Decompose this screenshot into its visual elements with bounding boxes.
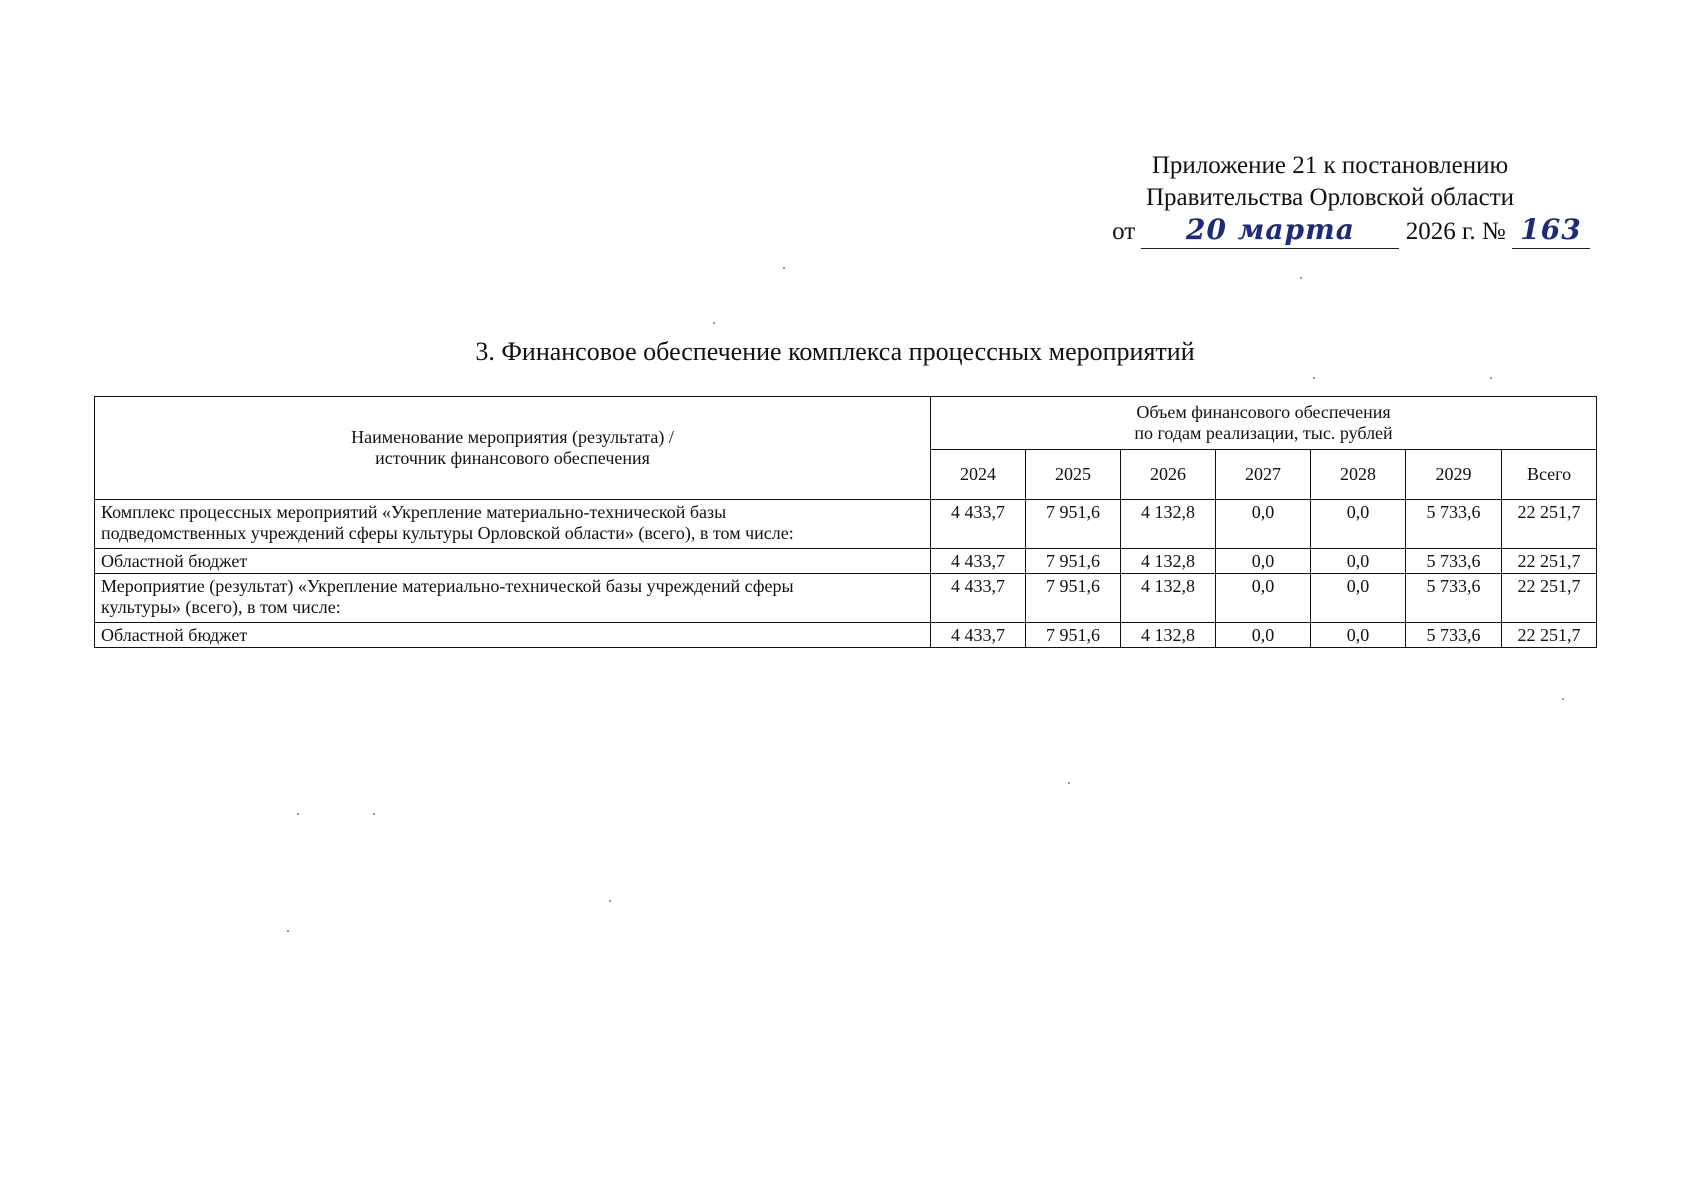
value-2027: 0,0 [1216, 500, 1311, 549]
header-volume-line-2: по годам реализации, тыс. рублей [1134, 423, 1393, 443]
row-name-line-1: Мероприятие (результат) «Укрепление материально-технической базы учреждений сферы [101, 576, 794, 596]
value-2024: 4 433,7 [931, 623, 1026, 648]
appendix-year-label: 2026 г. № [1405, 218, 1506, 245]
value-2027: 0,0 [1216, 574, 1311, 623]
scan-speck [287, 930, 289, 932]
row-name-line-1: Областной бюджет [101, 625, 248, 645]
value-2024: 4 433,7 [931, 549, 1026, 574]
handwritten-date-field [1141, 214, 1399, 249]
value-2025: 7 951,6 [1026, 549, 1121, 574]
row-name-line-1: Комплекс процессных мероприятий «Укрепление материально-технической базы [101, 502, 727, 522]
header-volume-cell [931, 397, 1597, 450]
header-year-2029: 2029 [1406, 450, 1502, 500]
value-2028: 0,0 [1311, 623, 1406, 648]
value-2025: 7 951,6 [1026, 500, 1121, 549]
row-name-cell [95, 623, 931, 648]
header-name-cell [95, 397, 931, 500]
appendix-from-label: от [1112, 218, 1136, 245]
scan-speck [1490, 377, 1492, 379]
financing-table [94, 396, 1597, 648]
value-total: 22 251,7 [1502, 549, 1597, 574]
section-title [0, 337, 1694, 367]
scan-speck [373, 813, 375, 815]
header-year-2025: 2025 [1026, 450, 1121, 500]
value-2026: 4 132,8 [1121, 574, 1216, 623]
scan-speck [713, 322, 715, 324]
scan-speck [1068, 782, 1070, 784]
value-total: 22 251,7 [1502, 500, 1597, 549]
table-row [95, 574, 1597, 623]
scan-speck [1313, 377, 1315, 379]
value-2024: 4 433,7 [931, 500, 1026, 549]
scan-speck [783, 267, 785, 269]
value-2029: 5 733,6 [1406, 549, 1502, 574]
value-2028: 0,0 [1311, 549, 1406, 574]
row-name-cell [95, 574, 931, 623]
handwritten-number: 163 [1520, 213, 1582, 246]
value-2028: 0,0 [1311, 500, 1406, 549]
row-name-cell [95, 549, 931, 574]
table-row [95, 500, 1597, 549]
section-title-text: 3. Финансовое обеспечение комплекса процессных мероприятий [475, 337, 1195, 366]
scan-speck [1562, 698, 1564, 700]
appendix-date-line [1070, 214, 1590, 249]
handwritten-number-field [1512, 214, 1590, 249]
header-total: Всего [1502, 450, 1597, 500]
value-total: 22 251,7 [1502, 574, 1597, 623]
header-year-2024: 2024 [931, 450, 1026, 500]
value-2029: 5 733,6 [1406, 500, 1502, 549]
handwritten-date: 20 марта [1186, 213, 1355, 246]
value-2026: 4 132,8 [1121, 549, 1216, 574]
scan-speck [1300, 277, 1302, 279]
table-row [95, 549, 1597, 574]
value-2025: 7 951,6 [1026, 623, 1121, 648]
value-2026: 4 132,8 [1121, 500, 1216, 549]
row-name-cell [95, 500, 931, 549]
header-volume-line-1: Объем финансового обеспечения [1136, 402, 1391, 422]
scan-speck [297, 813, 299, 815]
row-name-line-2: подведомственных учреждений сферы культуры Орловской области» (всего), в том числе: [101, 523, 794, 543]
value-2029: 5 733,6 [1406, 623, 1502, 648]
header-year-2027: 2027 [1216, 450, 1311, 500]
header-year-2028: 2028 [1311, 450, 1406, 500]
value-2027: 0,0 [1216, 549, 1311, 574]
appendix-line-2: Правительства Орловской области [1145, 184, 1515, 211]
row-name-line-1: Областной бюджет [101, 551, 248, 571]
table-row [95, 623, 1597, 648]
header-name-line-1: Наименование мероприятия (результата) / [351, 427, 674, 447]
appendix-line-1: Приложение 21 к постановлению [1151, 152, 1509, 179]
value-2028: 0,0 [1311, 574, 1406, 623]
value-2024: 4 433,7 [931, 574, 1026, 623]
value-2027: 0,0 [1216, 623, 1311, 648]
appendix-header [1070, 150, 1590, 249]
header-year-2026: 2026 [1121, 450, 1216, 500]
value-total: 22 251,7 [1502, 623, 1597, 648]
value-2025: 7 951,6 [1026, 574, 1121, 623]
header-name-line-2: источник финансового обеспечения [375, 448, 650, 468]
value-2026: 4 132,8 [1121, 623, 1216, 648]
row-name-line-2: культуры» (всего), в том числе: [101, 597, 341, 617]
scan-speck [609, 900, 611, 902]
value-2029: 5 733,6 [1406, 574, 1502, 623]
